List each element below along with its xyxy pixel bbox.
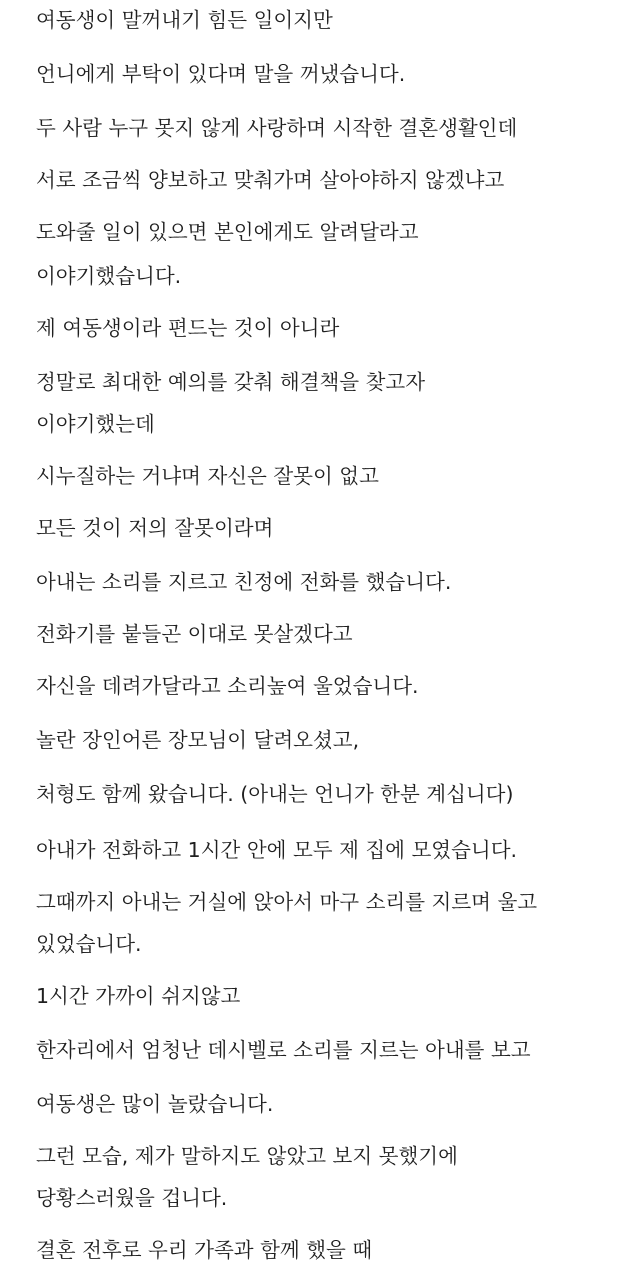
text-line-23: 그런 모습, 제가 말하지도 않았고 보지 못했기에	[36, 1144, 458, 1168]
text-line-5: 도와줄 일이 있으면 본인에게도 알려달라고	[36, 220, 419, 244]
text-line-7: 제 여동생이라 편드는 것이 아니라	[36, 316, 340, 340]
text-line-9: 이야기했는데	[36, 412, 155, 436]
text-line-20: 1시간 가까이 쉬지않고	[36, 984, 241, 1008]
text-line-1: 여동생이 말꺼내기 힘든 일이지만	[36, 8, 333, 32]
text-line-12: 아내는 소리를 지르고 친정에 전화를 했습니다.	[36, 570, 452, 594]
text-line-6: 이야기했습니다.	[36, 264, 182, 288]
text-line-17: 아내가 전화하고 1시간 안에 모두 제 집에 모였습니다.	[36, 838, 518, 862]
text-line-3: 두 사람 누구 못지 않게 사랑하며 시작한 결혼생활인데	[36, 116, 518, 140]
text-line-8: 정말로 최대한 예의를 갖춰 해결책을 찾고자	[36, 370, 426, 394]
text-line-24: 당황스러웠을 겁니다.	[36, 1186, 228, 1210]
text-line-15: 놀란 장인어른 장모님이 달려오셨고,	[36, 728, 360, 752]
text-line-19: 있었습니다.	[36, 932, 142, 956]
text-line-16: 처형도 함께 왔습니다. (아내는 언니가 한분 계십니다)	[36, 782, 514, 806]
text-line-21: 한자리에서 엄청난 데시벨로 소리를 지르는 아내를 보고	[36, 1038, 531, 1062]
text-line-18: 그때까지 아내는 거실에 앉아서 마구 소리를 지르며 울고	[36, 890, 538, 914]
text-line-14: 자신을 데려가달라고 소리높여 울었습니다.	[36, 674, 419, 698]
text-line-10: 시누질하는 거냐며 자신은 잘못이 없고	[36, 464, 379, 488]
text-line-25: 결혼 전후로 우리 가족과 함께 했을 때	[36, 1238, 373, 1262]
text-line-13: 전화기를 붙들곤 이대로 못살겠다고	[36, 622, 353, 646]
text-line-4: 서로 조금씩 양보하고 맞춰가며 살아야하지 않겠냐고	[36, 168, 505, 192]
text-line-22: 여동생은 많이 놀랐습니다.	[36, 1092, 274, 1116]
text-line-2: 언니에게 부탁이 있다며 말을 꺼냈습니다.	[36, 62, 406, 86]
text-line-11: 모든 것이 저의 잘못이라며	[36, 516, 274, 540]
